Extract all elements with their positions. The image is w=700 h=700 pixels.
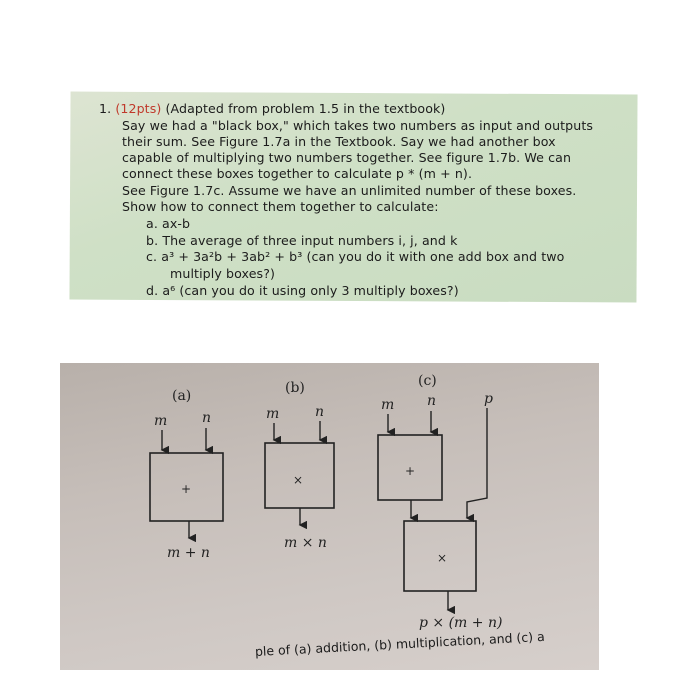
panel-a-input-m: m [154, 413, 168, 429]
panel-a-label: (a) [172, 388, 192, 404]
panel-c-op-add: + [405, 464, 416, 478]
figure-caption: ple of (a) addition, (b) multiplication, and (c) a [254, 628, 546, 659]
panel-c-output: p × (m + n) [419, 615, 503, 631]
panel-c-input-p: p [484, 391, 493, 407]
item-text: ax-b [162, 216, 191, 231]
panel-c-input-m: m [381, 397, 395, 413]
problem-heading-text: (Adapted from problem 1.5 in the textbook) [161, 101, 446, 116]
problem-line: Say we had a "black box," which takes two numbers as input and outputs [122, 118, 594, 133]
item-label: b. [146, 233, 159, 248]
panel-a-input-n: n [202, 410, 212, 426]
panel-c-op-mul: × [437, 551, 448, 565]
item-text: a⁶ (can you do it using only 3 multiply boxes?) [162, 283, 459, 298]
item-text: The average of three input numbers i, j, and k [162, 233, 458, 248]
panel-a-op: + [181, 482, 192, 496]
problem-number: 1. [99, 101, 112, 116]
problem-points: (12pts) [115, 101, 162, 116]
item-text: a³ + 3a²b + 3ab² + b³ (can you do it with one add box and two [161, 249, 565, 264]
panel-c-input-n: n [427, 393, 437, 409]
panel-b-input-m: m [266, 406, 280, 422]
item-label: c. [146, 249, 158, 264]
panel-c-label: (c) [418, 373, 437, 389]
panel-b-label: (b) [285, 380, 305, 396]
problem-line: See Figure 1.7c. Assume we have an unlimited number of these boxes. [122, 183, 577, 198]
panel-c-arrow-p [467, 408, 487, 518]
problem-line: Show how to connect them together to calculate: [122, 199, 439, 214]
item-label: d. [146, 283, 159, 298]
panel-b-input-n: n [315, 404, 325, 420]
panel-b-output: m × n [284, 535, 327, 551]
problem-line: connect these boxes together to calculate p * (m + n). [122, 166, 473, 181]
panel-b-op: × [293, 473, 304, 487]
item-label: a. [146, 216, 158, 231]
problem-line: capable of multiplying two numbers together. See figure 1.7b. We can [122, 150, 572, 165]
panel-a-output: m + n [167, 545, 210, 561]
list-item-continuation: multiply boxes?) [170, 266, 276, 281]
problem-line: their sum. See Figure 1.7a in the Textbook. Say we had another box [122, 134, 556, 149]
